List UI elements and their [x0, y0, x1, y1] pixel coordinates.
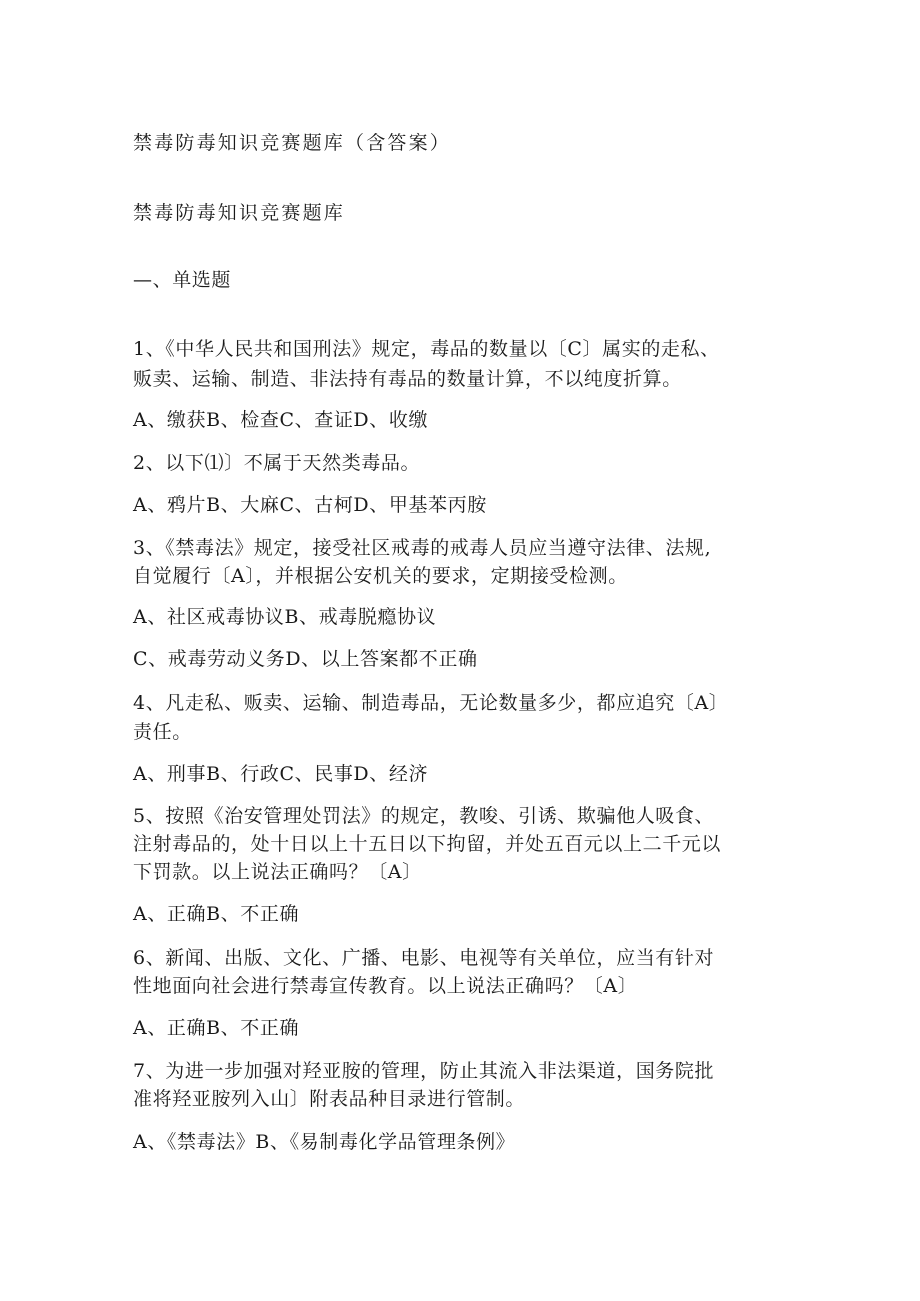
document-subtitle: 禁毒防毒知识竞赛题库	[133, 202, 346, 224]
question-2-text: 2、以下⑴〕不属于天然类毒品。	[133, 452, 421, 474]
document-title: 禁毒防毒知识竞赛题库（含答案）	[133, 132, 452, 154]
question-4-line-2: 责任。	[133, 721, 192, 743]
question-1-line-1: 1、《中华人民共和国刑法》规定，毒品的数量以〔C〕属实的走私、	[133, 338, 720, 360]
section-heading: —、单选题	[133, 269, 232, 291]
question-5-line-3: 下罚款。以上说法正确吗？〔A〕	[133, 861, 422, 883]
question-3-options-2: C、戒毒劳动义务D、以上答案都不正确	[133, 648, 478, 670]
question-5-options: A、正确B、不正确	[133, 903, 300, 925]
question-4-line-1: 4、凡走私、贩卖、运输、制造毒品，无论数量多少，都应追究〔A〕	[133, 692, 729, 714]
question-1-options: A、缴获B、检查C、查证D、收缴	[133, 409, 429, 431]
question-2-options: A、鸦片B、大麻C、古柯D、甲基苯丙胺	[133, 494, 487, 516]
question-7-line-1: 7、为进一步加强对羟亚胺的管理，防止其流入非法渠道，国务院批	[133, 1060, 715, 1082]
question-6-line-2: 性地面向社会进行禁毒宣传教育。以上说法正确吗？〔A〕	[133, 975, 638, 997]
question-6-line-1: 6、新闻、出版、文化、广播、电影、电视等有关单位，应当有针对	[133, 947, 715, 969]
question-5-line-1: 5、按照《治安管理处罚法》的规定，教唆、引诱、欺骗他人吸食、	[133, 805, 715, 827]
question-4-options: A、刑事B、行政C、民事D、经济	[133, 763, 429, 785]
question-5-line-2: 注射毒品的，处十日以上十五日以下拘留，并处五百元以上二千元以	[133, 833, 722, 855]
question-1-line-2: 贩卖、运输、制造、非法持有毒品的数量计算，不以纯度折算。	[133, 368, 682, 390]
question-3-line-2: 自觉履行〔A〕，并根据公安机关的要求，定期接受检测。	[133, 565, 628, 587]
question-6-options: A、正确B、不正确	[133, 1017, 300, 1039]
question-3-line-1: 3、《禁毒法》规定，接受社区戒毒的戒毒人员应当遵守法律、法规,	[133, 537, 712, 559]
question-3-options-1: A、社区戒毒协议B、戒毒脱瘾协议	[133, 606, 437, 628]
question-7-options: A、《禁毒法》B、《易制毒化学品管理条例》	[133, 1131, 516, 1153]
question-7-line-2: 准将羟亚胺列入山〕附表品种目录进行管制。	[133, 1088, 526, 1110]
